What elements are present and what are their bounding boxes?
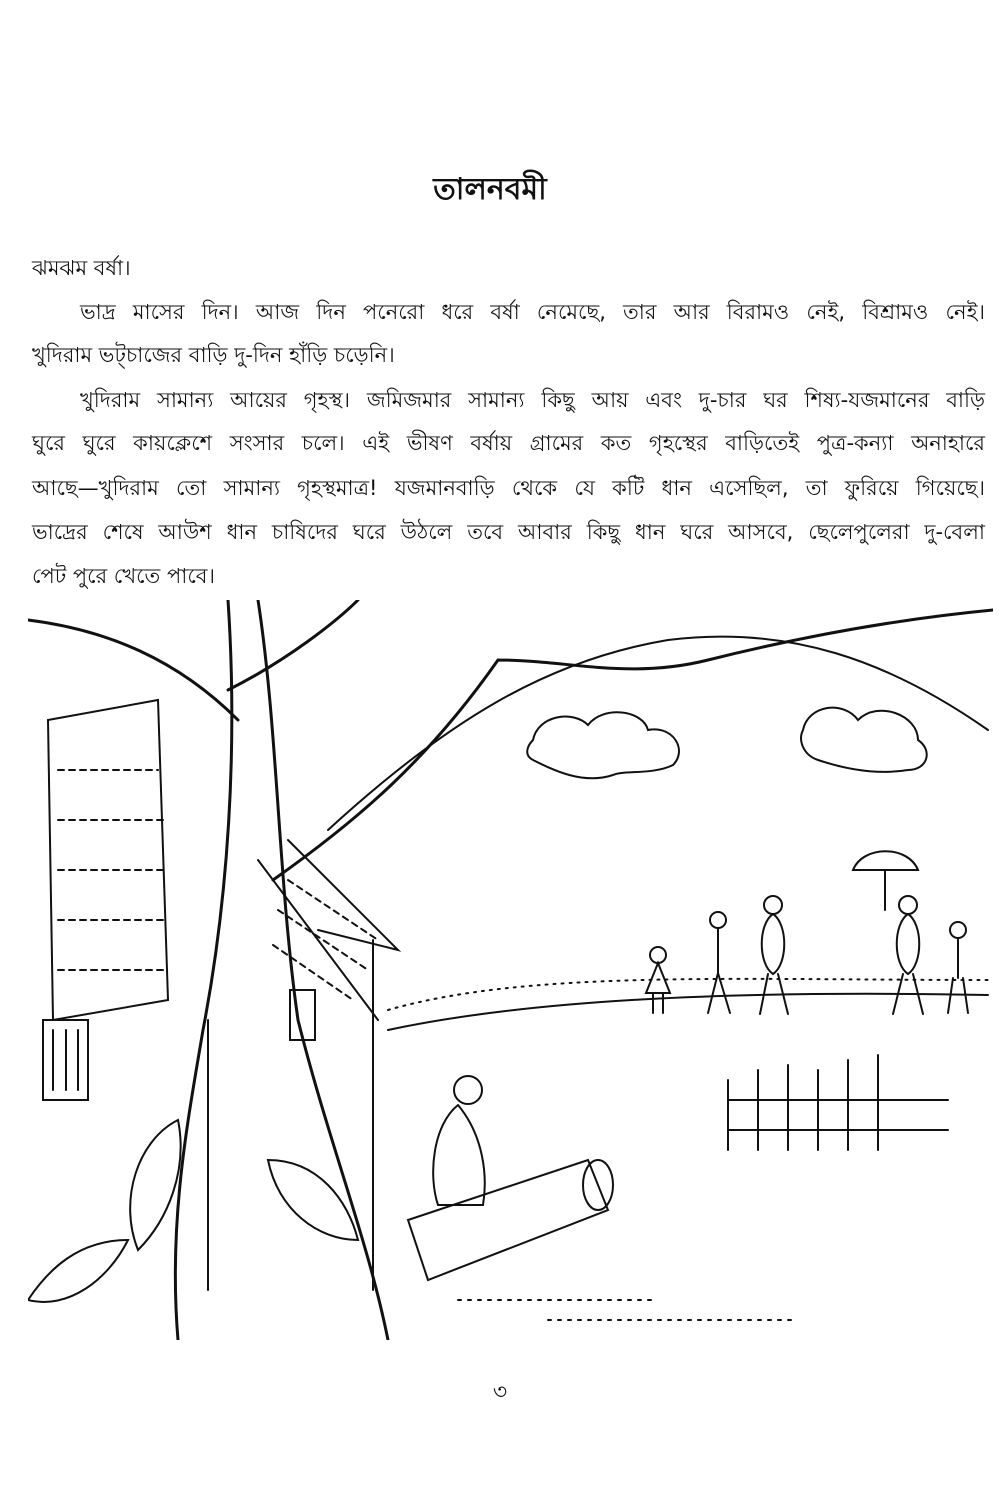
villagers-walking (646, 851, 968, 1014)
text-line: পেট পুরে খেতে পাবে। (32, 564, 215, 588)
text-line: আছে—খুদিরাম তো সামান্য গৃহস্থমাত্র! যজমানবাড়ি থেকে যে কটি ধান এসেছিল, তা ফুরিয়ে গিয়েছে। (32, 476, 985, 500)
fields-and-fence (388, 979, 988, 1320)
text-line: ঘুরে ঘুরে কায়ক্লেশে সংসার চলে। এই ভীষণ বর্ষায় গ্রামের কত গৃহস্থের বাড়িতেই পুত্র-কন্যা অনাহারে (32, 431, 985, 455)
clouds (527, 708, 926, 779)
leaves (28, 1120, 358, 1302)
page-title: তালনবমী (433, 172, 547, 207)
roof-tiles (48, 700, 398, 1020)
hill-outline (328, 637, 988, 1030)
text-line: খুদিরাম ভট্‌চাজের বাড়ি দু-দিন হাঁড়ি চড়েনি। (32, 343, 395, 367)
seated-man-on-log (408, 1076, 613, 1280)
text-line: খুদিরাম সামান্য আয়ের গৃহস্থ। জমিজমার সামান্য কিছু আয় এবং দু-চার ঘর শিষ্য-যজমানের বাড়ি (80, 388, 985, 412)
text-line: ঝমঝম বর্ষা। (32, 256, 131, 280)
text-line: ভাদ্রের শেষে আউশ ধান চাষিদের ঘরে উঠলে তবে আবার কিছু ধান ঘরে আসবে, ছেলেপুলেরা দু-বেলা (32, 520, 985, 544)
umbrella-icon (853, 851, 918, 910)
text-line: ভাদ্র মাসের দিন। আজ দিন পনেরো ধরে বর্ষা নেমেছে, তার আর বিরামও নেই, বিশ্রামও নেই। (80, 300, 985, 324)
page-number: ৩ (492, 1380, 508, 1405)
village-illustration (28, 600, 993, 1340)
